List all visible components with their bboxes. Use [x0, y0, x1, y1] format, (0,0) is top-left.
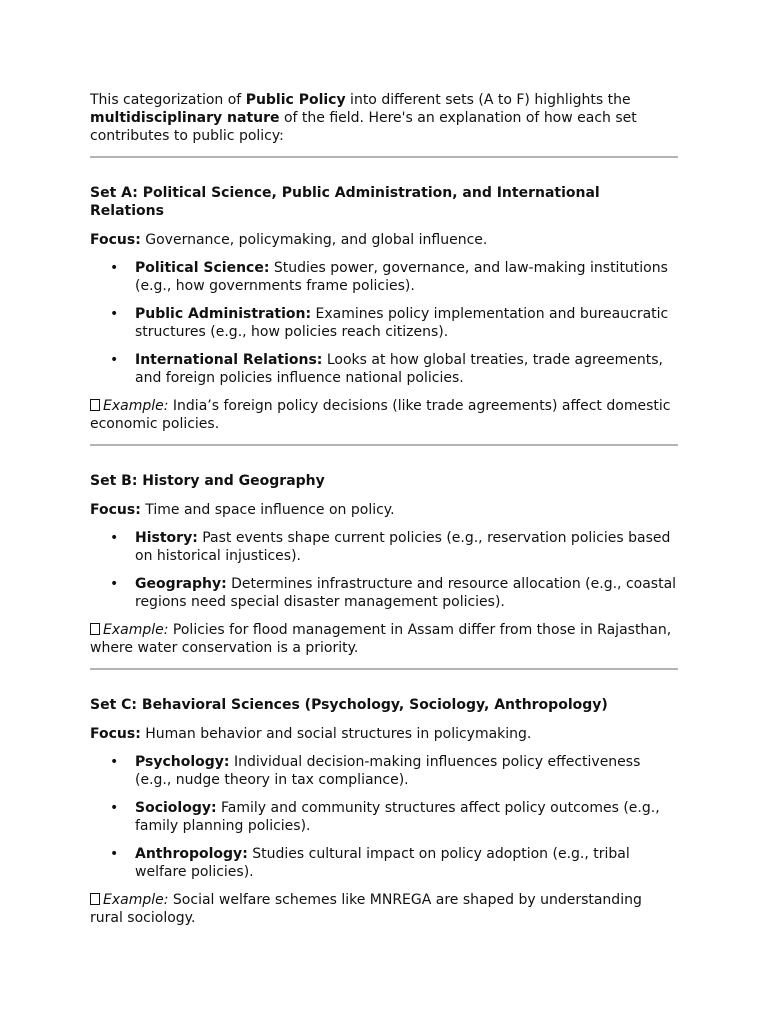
set-c-focus	[90, 725, 678, 743]
list-item-text: Looks at how global treaties, trade agreements, and foreign policies influence national policies.	[135, 352, 664, 386]
set-a-focus	[90, 231, 678, 249]
focus-text: Time and space influence on policy.	[140, 502, 395, 518]
bullet-icon: •	[110, 800, 119, 816]
list-item	[90, 845, 678, 881]
missing-glyph-box-icon	[90, 623, 100, 635]
intro-bold-public-policy: Public Policy	[245, 92, 346, 108]
bullet-icon: •	[110, 352, 119, 368]
example-label: Example:	[103, 622, 169, 638]
focus-label: Focus:	[90, 502, 141, 518]
list-item-term: Political Science:	[135, 260, 270, 276]
section-divider	[90, 444, 678, 446]
intro-paragraph	[90, 91, 678, 145]
list-item-term: Geography:	[135, 576, 227, 592]
list-item-term: Public Administration:	[135, 306, 312, 322]
set-a-example	[90, 397, 678, 433]
set-b-focus	[90, 501, 678, 519]
bullet-icon: •	[110, 754, 119, 770]
set-c-heading: Set C: Behavioral Sciences (Psychology, Sociology, Anthropology)	[90, 697, 608, 713]
bullet-icon: •	[110, 576, 119, 592]
bullet-icon: •	[110, 260, 119, 276]
list-item	[90, 305, 678, 341]
section-divider	[90, 156, 678, 158]
set-b-list	[90, 529, 678, 611]
list-item-term: History:	[135, 530, 198, 546]
example-label: Example:	[103, 398, 169, 414]
list-item-text: Studies power, governance, and law-making institutions (e.g., how governments frame policies).	[135, 260, 668, 294]
bullet-icon: •	[110, 846, 119, 862]
focus-label: Focus:	[90, 726, 141, 742]
list-item	[90, 799, 678, 835]
list-item-text: Family and community structures affect policy outcomes (e.g., family planning policies).	[135, 800, 660, 834]
section-divider	[90, 668, 678, 670]
set-b-heading: Set B: History and Geography	[90, 473, 325, 489]
list-item-term: Anthropology:	[135, 846, 248, 862]
list-item-text: Studies cultural impact on policy adoption (e.g., tribal welfare policies).	[135, 846, 630, 880]
set-c-example	[90, 891, 678, 927]
list-item	[90, 753, 678, 789]
set-a-list	[90, 259, 678, 387]
example-text: Social welfare schemes like MNREGA are shaped by understanding rural sociology.	[90, 892, 642, 926]
set-a-heading: Set A: Political Science, Public Administration, and International Relations	[90, 185, 600, 219]
intro-text-3: of the field. Here's an explanation of how each set contributes to public policy:	[90, 110, 637, 144]
example-text: Policies for flood management in Assam differ from those in Rajasthan, where water conservation is a priority.	[90, 622, 672, 656]
set-b-section	[90, 472, 678, 657]
focus-text: Human behavior and social structures in policymaking.	[140, 726, 532, 742]
example-label: Example:	[103, 892, 169, 908]
list-item-term: Psychology:	[135, 754, 230, 770]
set-a-section	[90, 184, 678, 433]
list-item	[90, 575, 678, 611]
example-text: India’s foreign policy decisions (like trade agreements) affect domestic economic policies.	[90, 398, 671, 432]
list-item-text: Determines infrastructure and resource allocation (e.g., coastal regions need special disaster management policies).	[135, 576, 677, 610]
missing-glyph-box-icon	[90, 399, 100, 411]
focus-label: Focus:	[90, 232, 141, 248]
set-b-example	[90, 621, 678, 657]
list-item-text: Individual decision-making influences policy effectiveness (e.g., nudge theory in tax compliance).	[135, 754, 641, 788]
list-item	[90, 351, 678, 387]
set-c-section	[90, 696, 678, 927]
list-item	[90, 529, 678, 565]
missing-glyph-box-icon	[90, 893, 100, 905]
list-item-term: Sociology:	[135, 800, 217, 816]
set-c-list	[90, 753, 678, 881]
intro-text-1: This categorization of	[90, 92, 246, 108]
list-item-text: Examines policy implementation and bureaucratic structures (e.g., how policies reach citizens).	[135, 306, 669, 340]
intro-text-2: into different sets (A to F) highlights the	[345, 92, 631, 108]
list-item-text: Past events shape current policies (e.g., reservation policies based on historical injustices).	[135, 530, 671, 564]
intro-bold-multidisciplinary: multidisciplinary nature	[90, 110, 280, 126]
bullet-icon: •	[110, 530, 119, 546]
bullet-icon: •	[110, 306, 119, 322]
list-item-term: International Relations:	[135, 352, 323, 368]
list-item	[90, 259, 678, 295]
focus-text: Governance, policymaking, and global influence.	[140, 232, 488, 248]
